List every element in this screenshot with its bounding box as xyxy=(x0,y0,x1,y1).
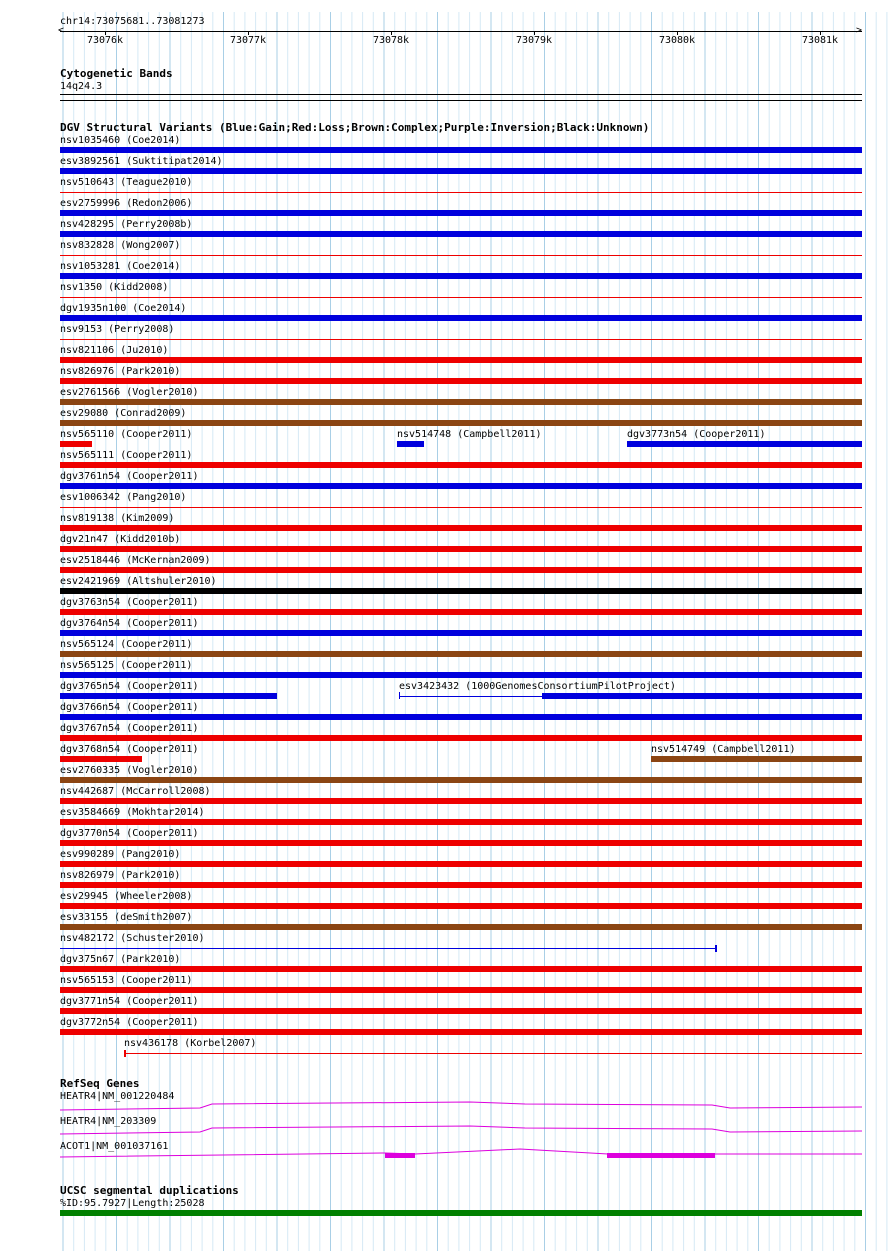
variant-bar[interactable] xyxy=(399,696,542,697)
cytoband-bar-top xyxy=(60,94,862,95)
ruler-right-arrow: > xyxy=(856,25,863,36)
gene-label-heatr4-2[interactable]: HEATR4|NM_203309 xyxy=(60,1116,157,1127)
variant-bar[interactable] xyxy=(60,168,862,174)
variant-label[interactable]: nsv482172 (Schuster2010) xyxy=(60,933,205,944)
variant-bar[interactable] xyxy=(60,819,862,825)
variant-bar[interactable] xyxy=(60,1008,862,1014)
cytoband-track-title: Cytogenetic Bands xyxy=(60,67,173,80)
variant-bar[interactable] xyxy=(60,735,862,741)
cytoband-label: 14q24.3 xyxy=(60,81,103,92)
segdup-track-title: UCSC segmental duplications xyxy=(60,1184,239,1197)
variant-bar[interactable] xyxy=(60,987,862,993)
gene-label-acot1[interactable]: ACOT1|NM_001037161 xyxy=(60,1141,169,1152)
variant-bar-end[interactable] xyxy=(715,945,717,952)
gene-exon-acot1[interactable] xyxy=(607,1153,715,1158)
variant-bar[interactable] xyxy=(542,693,862,699)
variant-label[interactable]: nsv1350 (Kidd2008) xyxy=(60,282,169,293)
variant-label[interactable]: esv2421969 (Altshuler2010) xyxy=(60,576,217,587)
variant-label[interactable]: nsv819138 (Kim2009) xyxy=(60,513,175,524)
variant-bar[interactable] xyxy=(60,756,142,762)
variant-label[interactable]: dgv3763n54 (Cooper2011) xyxy=(60,597,199,608)
variant-label[interactable]: nsv514748 (Campbell2011) xyxy=(397,429,542,440)
variant-label[interactable]: dgv3764n54 (Cooper2011) xyxy=(60,618,199,629)
variant-bar[interactable] xyxy=(60,192,862,193)
variant-label[interactable]: nsv565124 (Cooper2011) xyxy=(60,639,193,650)
segdup-bar[interactable] xyxy=(60,1210,862,1216)
variant-label[interactable]: esv3892561 (Suktitipat2014) xyxy=(60,156,223,167)
variant-label[interactable]: dgv1935n100 (Coe2014) xyxy=(60,303,187,314)
variant-bar[interactable] xyxy=(60,948,715,949)
variant-label[interactable]: nsv514749 (Campbell2011) xyxy=(651,744,796,755)
cytoband-bar-bottom xyxy=(60,100,862,101)
variant-label[interactable]: esv1006342 (Pang2010) xyxy=(60,492,187,503)
variant-label[interactable]: nsv565125 (Cooper2011) xyxy=(60,660,193,671)
segdup-label: %ID:95.7927|Length:25028 xyxy=(60,1198,205,1209)
variant-label[interactable]: dgv3767n54 (Cooper2011) xyxy=(60,723,199,734)
variant-bar[interactable] xyxy=(397,441,424,447)
variant-label[interactable]: dgv3766n54 (Cooper2011) xyxy=(60,702,199,713)
refseq-track-title: RefSeq Genes xyxy=(60,1077,140,1090)
variant-bar[interactable] xyxy=(60,507,862,508)
variant-bar[interactable] xyxy=(60,147,862,153)
variant-bar[interactable] xyxy=(60,399,862,405)
variant-bar[interactable] xyxy=(60,546,862,552)
variant-bar[interactable] xyxy=(60,903,862,909)
ruler-tick-label: 73077k xyxy=(229,35,267,46)
variant-bar[interactable] xyxy=(60,714,862,720)
variant-bar[interactable] xyxy=(124,1053,862,1054)
variant-bar[interactable] xyxy=(60,441,92,447)
variant-bar[interactable] xyxy=(60,525,862,531)
ruler-line xyxy=(60,31,862,32)
variant-bar[interactable] xyxy=(60,840,862,846)
variant-bar[interactable] xyxy=(60,255,862,256)
variant-label[interactable]: esv2761566 (Vogler2010) xyxy=(60,387,199,398)
ruler-tick-label: 73081k xyxy=(801,35,839,46)
variant-label[interactable]: nsv565111 (Cooper2011) xyxy=(60,450,193,461)
variant-bar[interactable] xyxy=(60,357,862,363)
variant-bar[interactable] xyxy=(60,588,862,594)
gene-model-heatr4-1[interactable] xyxy=(60,1102,862,1110)
refseq-gene-models[interactable] xyxy=(0,1098,890,1158)
variant-bar[interactable] xyxy=(60,693,277,699)
variant-bar[interactable] xyxy=(60,651,862,657)
dgv-track-title: DGV Structural Variants (Blue:Gain;Red:Loss;Brown:Complex;Purple:Inversion;Black:Unknown) xyxy=(60,121,650,134)
gene-model-heatr4-2[interactable] xyxy=(60,1126,862,1134)
variant-bar[interactable] xyxy=(651,756,862,762)
variant-label[interactable]: nsv826979 (Park2010) xyxy=(60,870,181,881)
variant-label[interactable]: nsv9153 (Perry2008) xyxy=(60,324,175,335)
ruler-tick-label: 73078k xyxy=(372,35,410,46)
ruler-left-arrow: < xyxy=(58,25,65,36)
variant-bar[interactable] xyxy=(60,420,862,426)
variant-bar[interactable] xyxy=(60,378,862,384)
variant-label[interactable]: nsv436178 (Korbel2007) xyxy=(124,1038,257,1049)
variant-label[interactable]: dgv21n47 (Kidd2010b) xyxy=(60,534,181,545)
variant-label[interactable]: dgv375n67 (Park2010) xyxy=(60,954,181,965)
variant-bar[interactable] xyxy=(60,339,862,340)
variant-bar[interactable] xyxy=(60,567,862,573)
variant-bar[interactable] xyxy=(60,798,862,804)
variant-bar[interactable] xyxy=(60,924,862,930)
variant-label[interactable]: esv2518446 (McKernan2009) xyxy=(60,555,211,566)
variant-label[interactable]: esv29945 (Wheeler2008) xyxy=(60,891,193,902)
variant-label[interactable]: nsv510643 (Teague2010) xyxy=(60,177,193,188)
variant-label[interactable]: nsv821106 (Ju2010) xyxy=(60,345,169,356)
variant-bar[interactable] xyxy=(60,1029,862,1035)
variant-label[interactable]: nsv565153 (Cooper2011) xyxy=(60,975,193,986)
variant-bar[interactable] xyxy=(60,273,862,279)
variant-label[interactable]: esv3584669 (Mokhtar2014) xyxy=(60,807,205,818)
variant-label[interactable]: esv2760335 (Vogler2010) xyxy=(60,765,199,776)
gene-model-acot1[interactable] xyxy=(60,1149,862,1157)
variant-label[interactable]: dgv3772n54 (Cooper2011) xyxy=(60,1017,199,1028)
ruler-tick-label: 73080k xyxy=(658,35,696,46)
variant-label[interactable]: nsv1035460 (Coe2014) xyxy=(60,135,181,146)
variant-label[interactable]: dgv3768n54 (Cooper2011) xyxy=(60,744,199,755)
variant-label[interactable]: dgv3770n54 (Cooper2011) xyxy=(60,828,199,839)
variant-label[interactable]: esv3423432 (1000GenomesConsortiumPilotProject) xyxy=(399,681,676,692)
variant-label[interactable]: dgv3765n54 (Cooper2011) xyxy=(60,681,199,692)
variant-bar[interactable] xyxy=(60,777,862,783)
variant-bar[interactable] xyxy=(60,483,862,489)
variant-bar[interactable] xyxy=(627,441,862,447)
variant-bar[interactable] xyxy=(60,462,862,468)
variant-bar[interactable] xyxy=(60,630,862,636)
variant-label[interactable]: esv990289 (Pang2010) xyxy=(60,849,181,860)
variant-bar[interactable] xyxy=(60,210,862,216)
gene-label-heatr4-1[interactable]: HEATR4|NM_001220484 xyxy=(60,1091,175,1102)
variant-label[interactable]: nsv832828 (Wong2007) xyxy=(60,240,181,251)
variant-bar[interactable] xyxy=(60,882,862,888)
variant-label[interactable]: esv29080 (Conrad2009) xyxy=(60,408,187,419)
location-label: chr14:73075681..73081273 xyxy=(60,16,205,27)
variant-label[interactable]: dgv3761n54 (Cooper2011) xyxy=(60,471,199,482)
variant-bar[interactable] xyxy=(60,861,862,867)
variant-label[interactable]: nsv428295 (Perry2008b) xyxy=(60,219,193,230)
variant-bar[interactable] xyxy=(60,966,862,972)
variant-label[interactable]: dgv3771n54 (Cooper2011) xyxy=(60,996,199,1007)
variant-label[interactable]: nsv1053281 (Coe2014) xyxy=(60,261,181,272)
ruler-tick-label: 73076k xyxy=(86,35,124,46)
variant-label[interactable]: nsv442687 (McCarroll2008) xyxy=(60,786,211,797)
ruler-tick-label: 73079k xyxy=(515,35,553,46)
variant-label[interactable]: dgv3773n54 (Cooper2011) xyxy=(627,429,766,440)
variant-label[interactable]: esv2759996 (Redon2006) xyxy=(60,198,193,209)
gene-exon-acot1[interactable] xyxy=(385,1153,415,1158)
variant-bar[interactable] xyxy=(60,315,862,321)
variant-bar[interactable] xyxy=(60,609,862,615)
variant-bar[interactable] xyxy=(60,672,862,678)
variant-label[interactable]: esv33155 (deSmith2007) xyxy=(60,912,193,923)
variant-label[interactable]: nsv826976 (Park2010) xyxy=(60,366,181,377)
variant-label[interactable]: nsv565110 (Cooper2011) xyxy=(60,429,193,440)
variant-bar[interactable] xyxy=(60,297,862,298)
variant-bar[interactable] xyxy=(60,231,862,237)
